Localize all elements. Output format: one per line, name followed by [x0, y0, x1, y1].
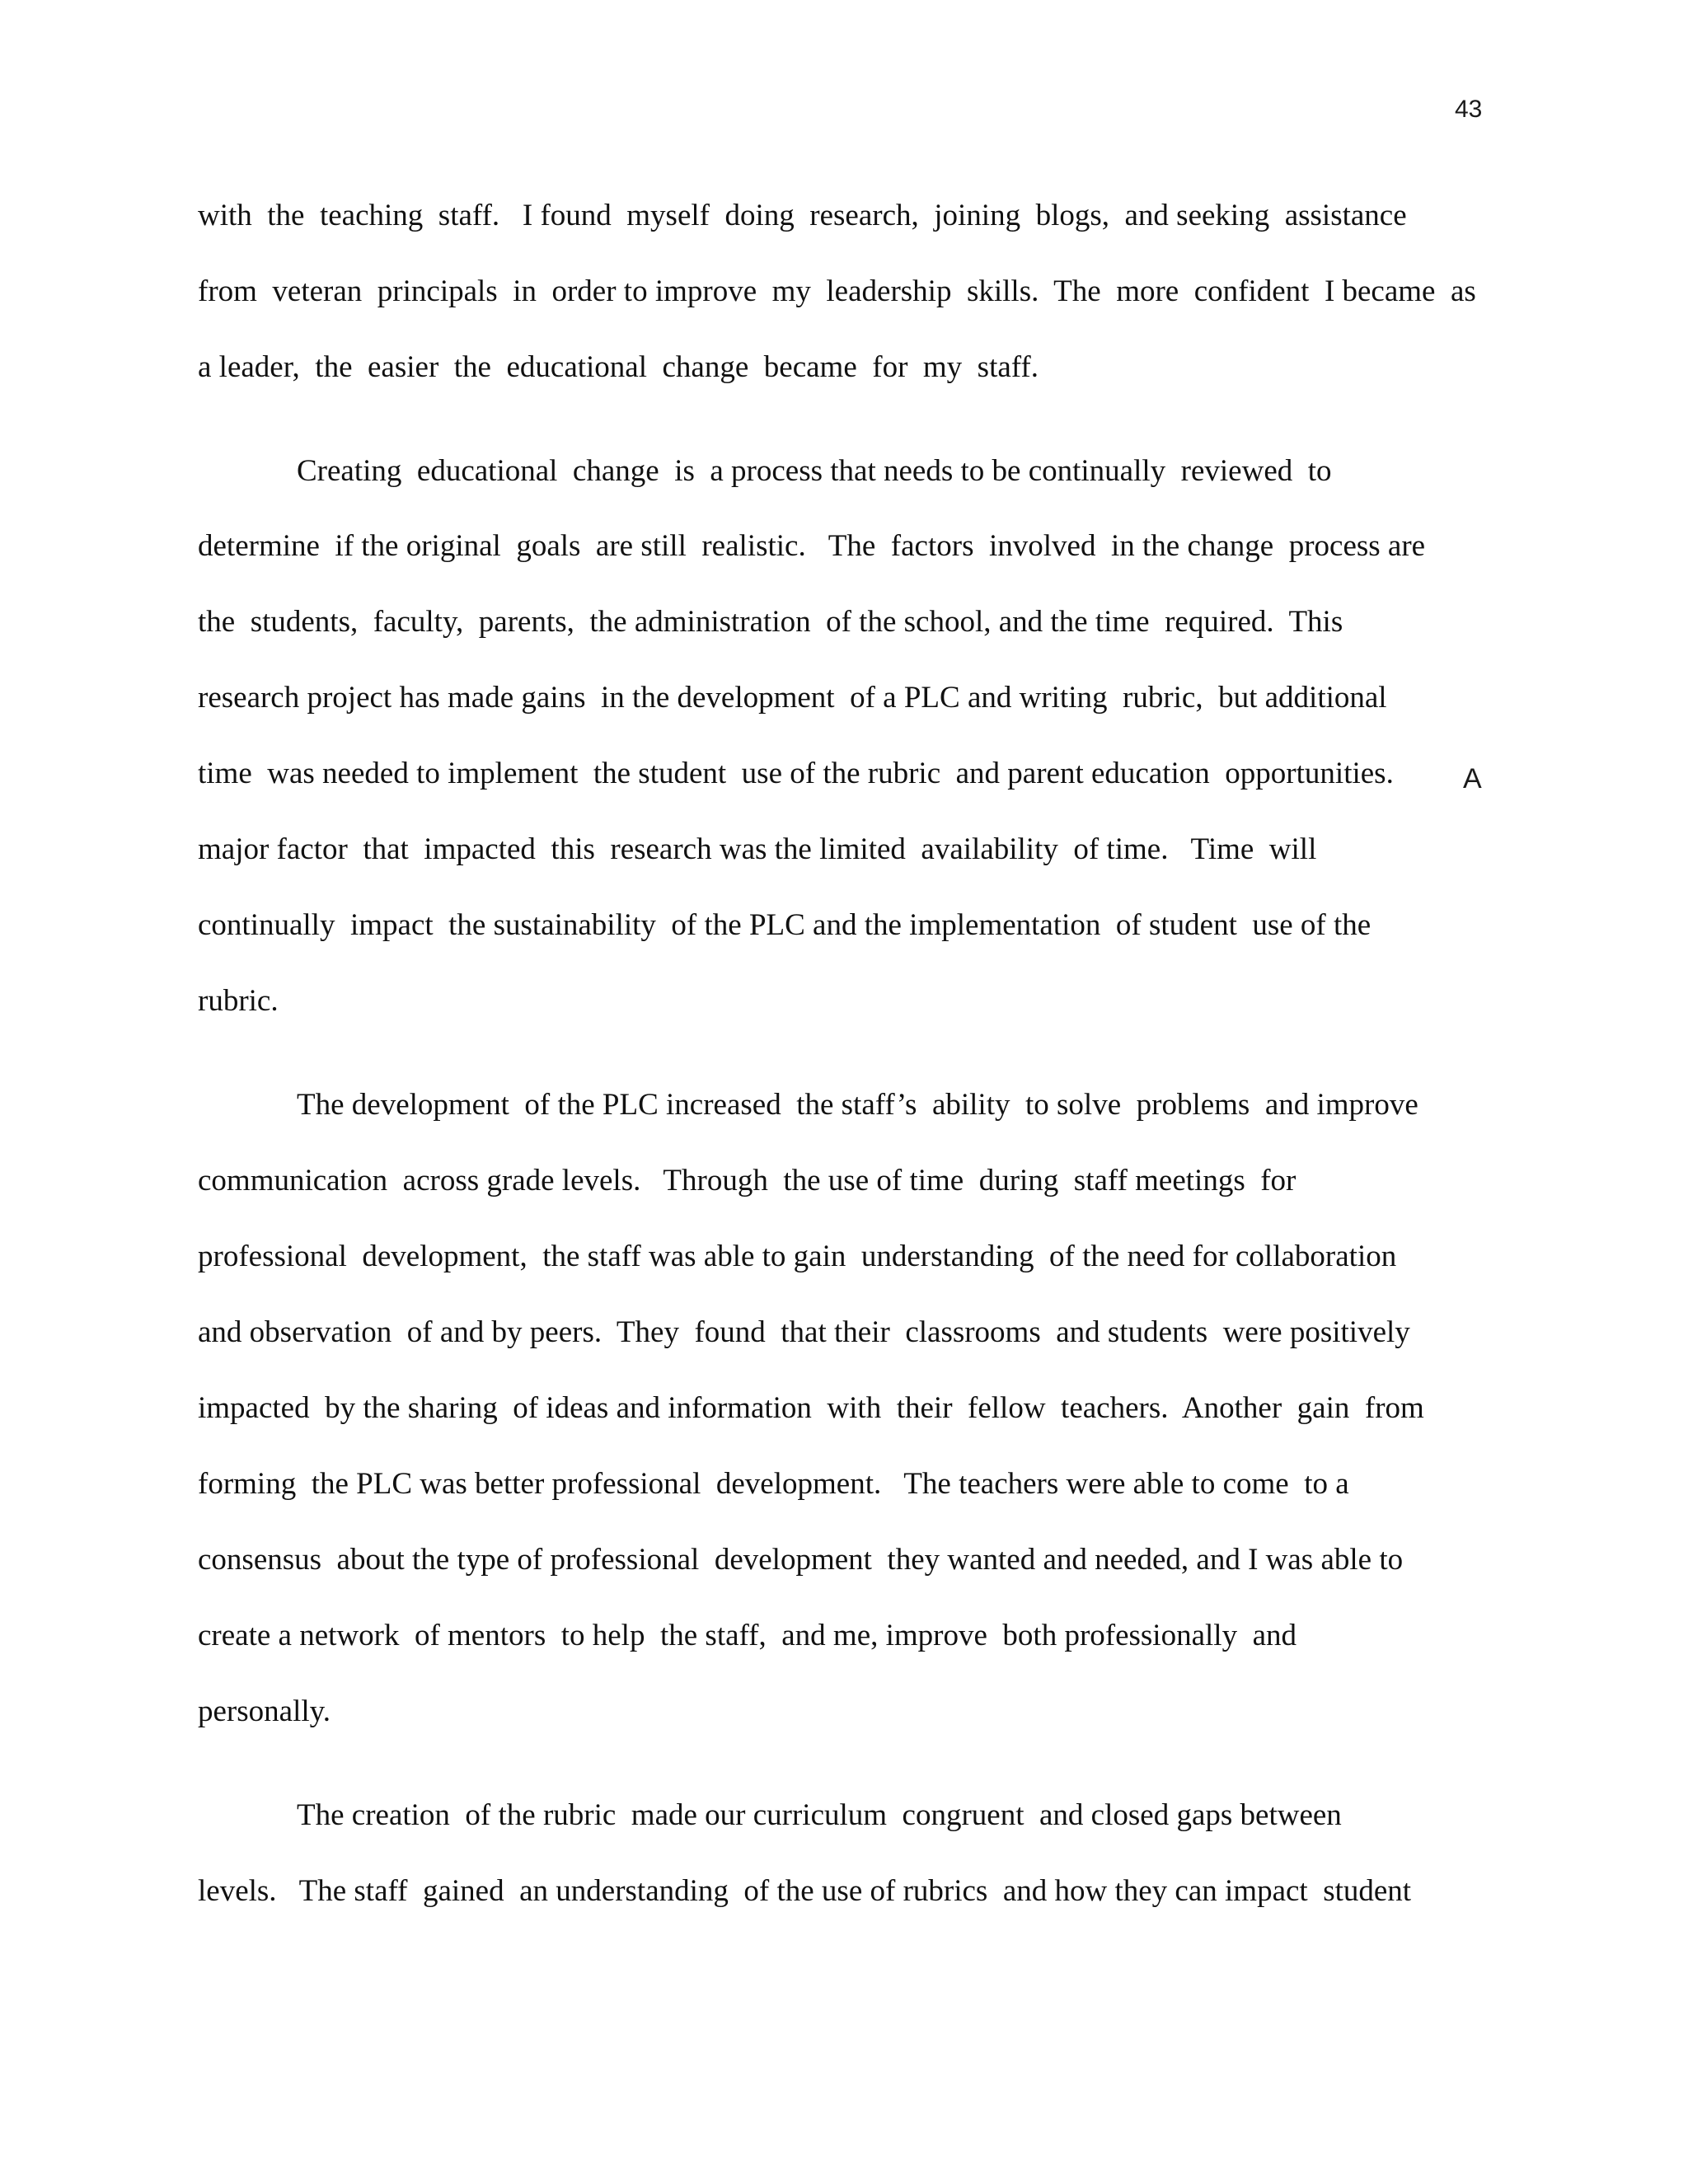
text-line: with the teaching staff. I found myself doing research, joining blogs, and seeking assistance — [198, 199, 1407, 232]
text-line: determine if the original goals are still realistic. The factors involved in the change process are — [198, 529, 1426, 563]
text-line: a leader, the easier the educational change became for my staff. — [198, 350, 1039, 384]
text-line: levels. The staff gained an understanding of the use of rubrics and how they can impact student — [198, 1874, 1412, 1908]
text-line: impacted by the sharing of ideas and information with their fellow teachers. Another gain from — [198, 1391, 1424, 1425]
text-line: forming the PLC was better professional development. The teachers were able to come to a — [198, 1467, 1349, 1501]
text-line: personally. — [198, 1694, 331, 1728]
text-line: continually impact the sustainability of the PLC and the implementation of student use of the — [198, 908, 1372, 942]
text-line: professional development, the staff was able to gain understanding of the need for collaboration — [198, 1240, 1397, 1273]
text-line: research project has made gains in the development of a PLC and writing rubric, but additional — [198, 681, 1387, 715]
margin-mark: A — [1463, 763, 1482, 794]
text-line: communication across grade levels. Through the use of time during staff meetings for — [198, 1164, 1296, 1197]
text-line: time was needed to implement the student use of the rubric and parent education opportunities. — [198, 757, 1394, 790]
page-number: 43 — [1455, 96, 1483, 123]
paragraph-start-line: The creation of the rubric made our curriculum congruent and closed gaps between — [297, 1798, 1342, 1832]
text-line: the students, faculty, parents, the administration of the school, and the time required. This — [198, 605, 1343, 639]
text-line: create a network of mentors to help the staff, and me, improve both professionally and — [198, 1619, 1296, 1652]
text-line: from veteran principals in order to improve my leadership skills. The more confident I became as — [198, 274, 1476, 308]
text-line: rubric. — [198, 984, 279, 1018]
paragraph-start-line: Creating educational change is a process that needs to be continually reviewed to — [297, 454, 1332, 488]
paragraph-start-line: The development of the PLC increased the staff’s ability to solve problems and improve — [297, 1088, 1418, 1122]
text-line: consensus about the type of professional development they wanted and needed, and I was able to — [198, 1543, 1404, 1577]
text-line: major factor that impacted this research was the limited availability of time. Time will — [198, 832, 1317, 866]
text-line: and observation of and by peers. They found that their classrooms and students were positively — [198, 1315, 1410, 1349]
